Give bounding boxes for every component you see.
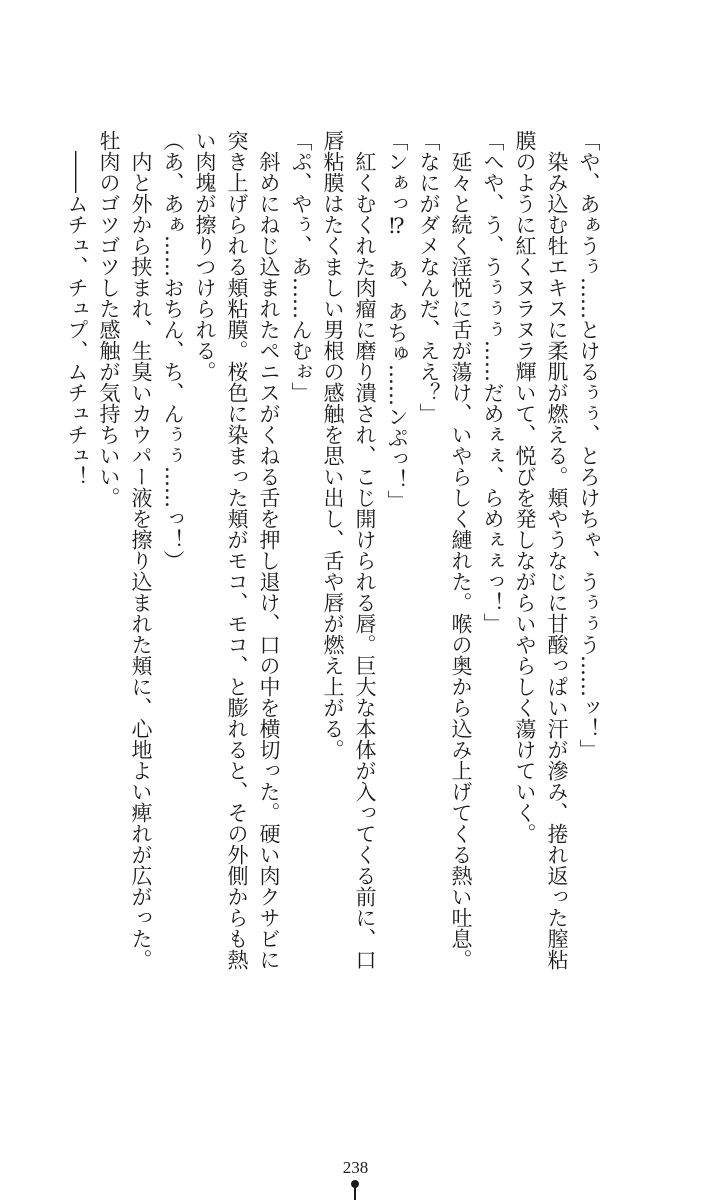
text-line: 唇粘膜はたくましい男根の感触を思い出し、舌や唇が燃え上がる。 bbox=[321, 130, 345, 760]
page-marker-line bbox=[354, 1186, 356, 1200]
text-line: 「ンぁっ⁉ あ、あちゅ……ンぷっ！」 bbox=[385, 130, 409, 511]
page-number: 238 bbox=[342, 1158, 369, 1177]
text-line: 延々と続く淫悦に舌が蕩け、いやらしく縺れた。喉の奥から込み上げてくる熱い吐息。 bbox=[449, 130, 473, 970]
text-line: 内と外から挟まれ、生臭いカウパー液を擦り込まれた頬に、心地よい痺れが広がった。 bbox=[129, 130, 153, 970]
text-line: 紅くむくれた肉瘤に磨り潰され、こじ開けられる唇。巨大な本体が入ってくる前に、口 bbox=[353, 130, 377, 970]
text-line: 牡肉のゴツゴツした感触が気持ちいい。 bbox=[97, 130, 121, 508]
text-line: 「や、あぁうぅ……とけるぅぅ、とろけちゃ、うぅぅう……ッ！」 bbox=[577, 130, 601, 760]
vertical-text-block bbox=[65, 130, 605, 1050]
text-line: 「なにがダメなんだ、ええ？」 bbox=[417, 130, 441, 424]
text-line: 染み込む牡エキスに柔肌が燃える。頬やうなじに甘酸っぱい汗が滲み、捲れ返った膣粘 bbox=[545, 130, 569, 970]
text-line: 斜めにねじ込まれたペニスがくねる舌を押し退け、口の中を横切った。硬い肉クサビに bbox=[257, 130, 281, 970]
text-line: 膜のように紅くヌラヌラ輝いて、悦びを発しながらいやらしく蕩けていく。 bbox=[513, 130, 537, 844]
text-line: 「ぷ、やぅ、あ……んむぉ」 bbox=[289, 130, 313, 403]
text-line: ――ムチュ、チュプ、ムチュチュ！ bbox=[65, 130, 89, 487]
text-line: （あ、あぁ……おちん、ち、んぅぅ……っ！） bbox=[161, 130, 185, 571]
text-line: い肉塊が擦りつけられる。 bbox=[193, 130, 217, 382]
text-line: 突き上げられる頬粘膜。桜色に染まった頬がモコ、モコ、と膨れると、その外側からも熱 bbox=[225, 130, 249, 970]
text-line: 「へや、う、うぅぅぅ……だめぇぇ、らめぇぇっ！」 bbox=[481, 130, 505, 634]
